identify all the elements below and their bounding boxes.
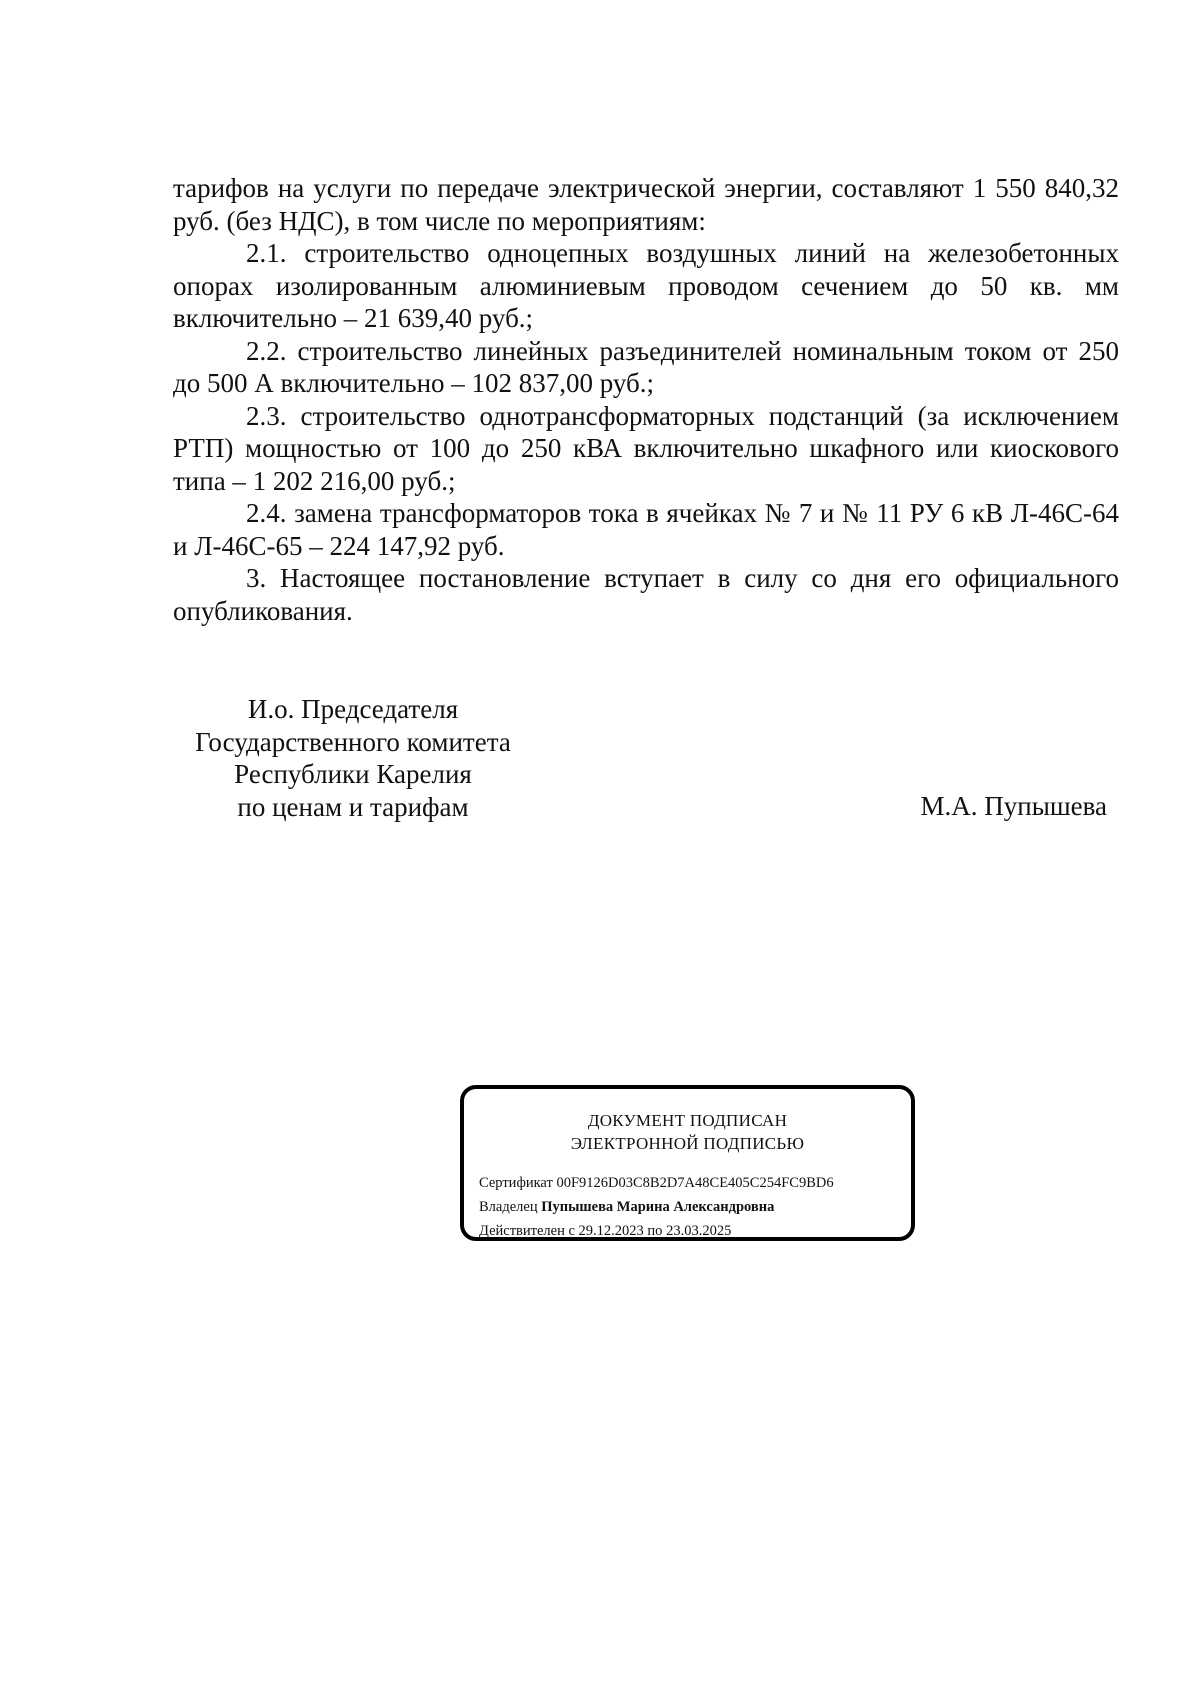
valid-to-label: по <box>647 1223 663 1239</box>
paragraph-item-2-2: 2.2. строительство линейных разъединителей номинальным током от 250 до 500 А включительно – 102 837,00 руб.; <box>173 335 1119 398</box>
paragraph-item-2-1: 2.1. строительство одноцепных воздушных линий на железобетонных опорах изолированным алюминиевым проводом сечением до 50 кв. мм включительно – 21 639,40 руб.; <box>173 238 1119 333</box>
stamp-title-line: ДОКУМЕНТ ПОДПИСАН <box>587 1111 788 1130</box>
paragraph-intro: тарифов на услуги по передаче электрической энергии, составляют 1 550 840,32 руб. (без НДС), в том числе по мероприятиям: <box>173 173 1119 236</box>
paragraph-item-3: 3. Настоящее постановление вступает в силу со дня его официального опубликования. <box>173 563 1119 626</box>
paragraph-item-2-4: 2.4. замена трансформаторов тока в ячейках № 7 и № 11 РУ 6 кВ Л-46С-64 и Л-46С-65 – 224 147,92 руб. <box>173 498 1119 561</box>
signatory-position-line: по ценам и тарифам <box>237 791 469 822</box>
signatory-position <box>173 693 533 823</box>
document-body <box>173 172 1119 627</box>
stamp-details <box>479 1171 834 1243</box>
owner-label: Владелец <box>479 1199 538 1215</box>
stamp-certificate-line <box>479 1171 834 1195</box>
signatory-position-line: Государственного комитета <box>195 726 511 757</box>
electronic-signature-stamp <box>460 1085 915 1241</box>
certificate-label: Сертификат <box>479 1175 553 1191</box>
valid-label: Действителен с <box>479 1223 575 1239</box>
signatory-position-line: Республики Карелия <box>234 759 472 789</box>
paragraph-item-2-3: 2.3. строительство однотрансформаторных подстанций (за исключением РТП) мощностью от 100 до 250 кВА включительно шкафного или киоскового типа – 1 202 216,00 руб.; <box>173 400 1119 496</box>
signatory-position-line: И.о. Председателя <box>247 694 459 724</box>
stamp-title-line: ЭЛЕКТРОННОЙ ПОДПИСЬЮ <box>570 1134 805 1153</box>
valid-to: 23.03.2025 <box>666 1223 732 1239</box>
stamp-validity-line <box>479 1219 834 1243</box>
stamp-title <box>464 1109 911 1155</box>
certificate-value: 00F9126D03C8B2D7A48CE405C254FC9BD6 <box>556 1175 834 1191</box>
owner-value: Пупышева Марина Александровна <box>541 1199 775 1215</box>
stamp-owner-line <box>479 1195 834 1219</box>
valid-from: 29.12.2023 <box>578 1223 644 1239</box>
signatory-name: М.А. Пупышева <box>920 791 1107 821</box>
